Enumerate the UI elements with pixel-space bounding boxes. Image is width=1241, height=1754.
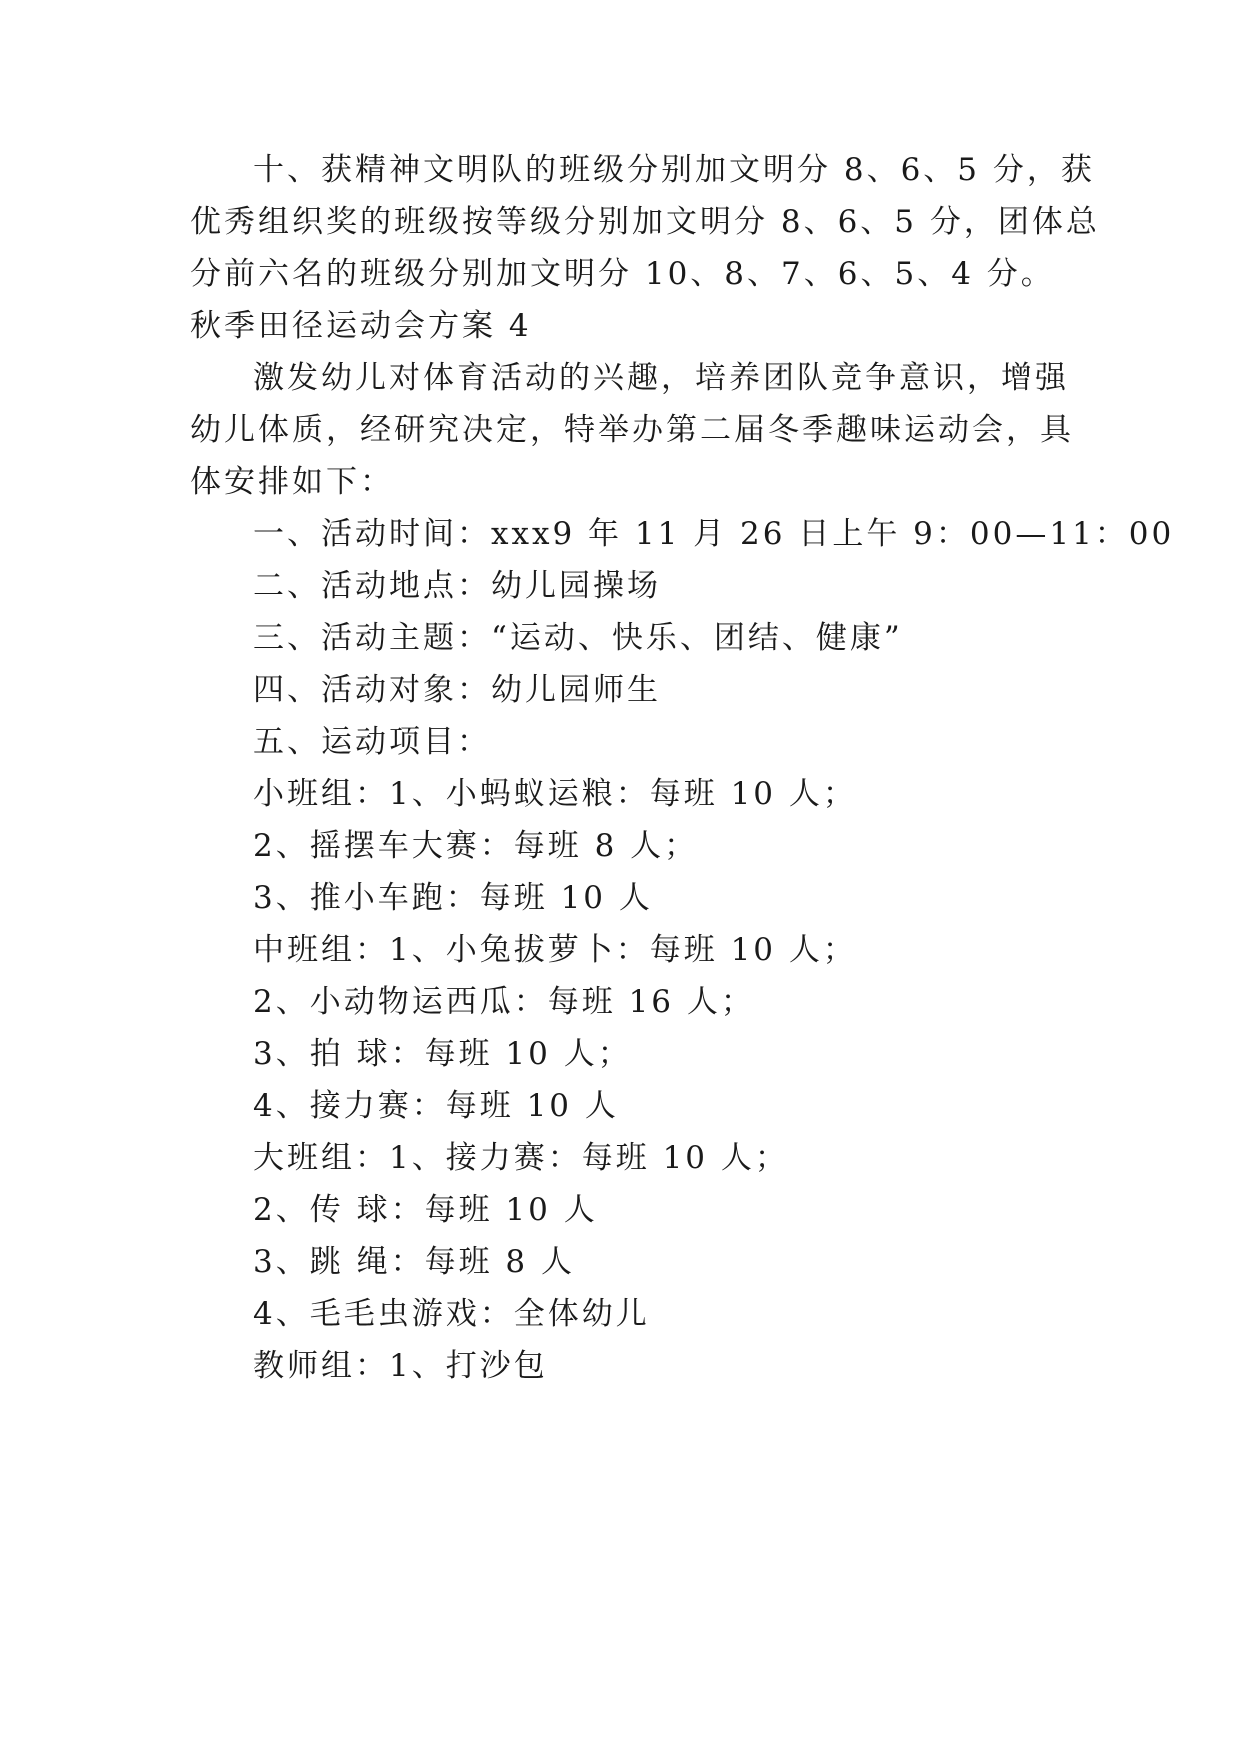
small-class-event-3: 3、推小车跑：每班 10 人: [253, 880, 653, 916]
large-class-event-4: 4、毛毛虫游戏：全体幼儿: [253, 1296, 650, 1332]
middle-class-event-1: 中班组：1、小兔拔萝卜：每班 10 人；: [253, 932, 857, 968]
middle-class-event-3: 3、拍 球：每班 10 人；: [253, 1036, 632, 1072]
large-class-event-3: 3、跳 绳：每班 8 人: [253, 1244, 576, 1280]
item-activity-location: 二、活动地点：幼儿园操场: [253, 568, 661, 604]
item-sports-events: 五、运动项目：: [253, 724, 491, 760]
middle-class-event-2: 2、小动物运西瓜：每班 16 人；: [253, 984, 755, 1020]
item-activity-theme: 三、活动主题：“运动、快乐、团结、健康”: [253, 620, 903, 656]
section-title: 秋季田径运动会方案 4: [190, 308, 532, 344]
large-class-event-1: 大班组：1、接力赛：每班 10 人；: [253, 1140, 789, 1176]
teacher-event-1: 教师组：1、打沙包: [253, 1348, 548, 1384]
middle-class-event-4: 4、接力赛：每班 10 人: [253, 1088, 619, 1124]
small-class-event-1: 小班组：1、小蚂蚁运粮：每班 10 人；: [253, 776, 857, 812]
intro-line-2: 幼儿体质，经研究决定，特举办第二届冬季趣味运动会，具: [190, 412, 1074, 448]
item-activity-time: 一、活动时间：xxx9 年 11 月 26 日上午 9：00—11：00: [253, 516, 1175, 552]
intro-line-3: 体安排如下：: [190, 464, 394, 500]
paragraph-10-line-1: 十、获精神文明队的班级分别加文明分 8、6、5 分，获: [253, 152, 1095, 188]
paragraph-10-line-3: 分前六名的班级分别加文明分 10、8、7、6、5、4 分。: [190, 256, 1055, 292]
intro-line-1: 激发幼儿对体育活动的兴趣，培养团队竞争意识，增强: [253, 360, 1069, 396]
small-class-event-2: 2、摇摆车大赛：每班 8 人；: [253, 828, 699, 864]
item-activity-audience: 四、活动对象：幼儿园师生: [253, 672, 661, 708]
paragraph-10-line-2: 优秀组织奖的班级按等级分别加文明分 8、6、5 分，团体总: [190, 204, 1100, 240]
large-class-event-2: 2、传 球：每班 10 人: [253, 1192, 598, 1228]
